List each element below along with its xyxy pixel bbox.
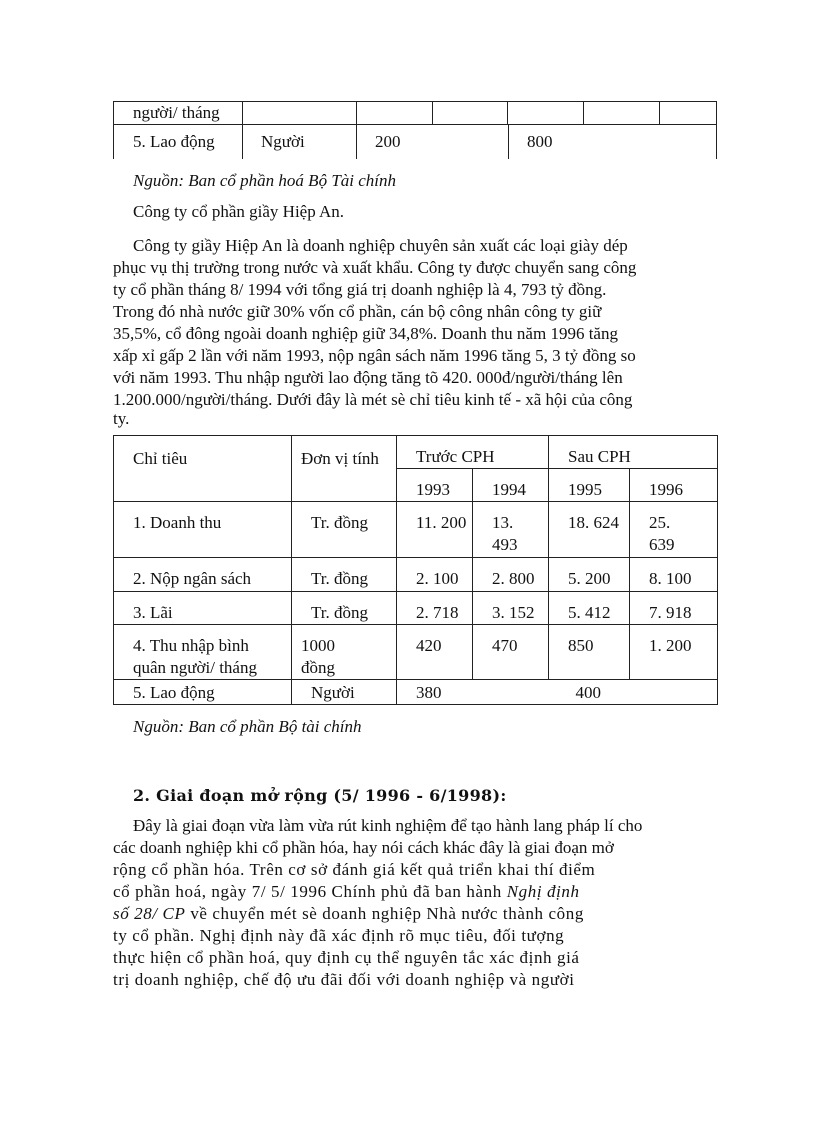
top-labor-after: 800 bbox=[527, 132, 553, 151]
para1-line: 1.200.000/người/tháng. Dưới đây là mét sè chỉ tiêu kinh tế - xã hội của công bbox=[113, 390, 633, 409]
year-cell: 1994 bbox=[473, 469, 549, 502]
table-row: 3. Lãi Tr. đồng 2. 718 3. 152 5. 412 7. 918 bbox=[114, 592, 718, 625]
header-before: Trước CPH bbox=[397, 436, 549, 469]
table-cell: người/ tháng bbox=[114, 102, 243, 125]
table-row: 1. Doanh thu Tr. đồng 11. 200 13. 493 18. 624 25. 639 bbox=[114, 502, 718, 558]
para2-line: ty cổ phần. Nghị định này đã xác định rõ mục tiêu, đối tượng bbox=[113, 926, 565, 945]
header-unit: Đơn vị tính bbox=[292, 436, 397, 502]
para1-line: Công ty giầy Hiệp An là doanh nghiệp chuyên sản xuất các loại giày dép bbox=[133, 236, 628, 255]
para2-line: thực hiện cổ phần hoá, quy định cụ thể nguyên tắc xác định giá bbox=[113, 948, 580, 967]
table-row bbox=[114, 436, 718, 469]
paragraph-1 bbox=[113, 235, 636, 427]
year-cell: 1996 bbox=[630, 469, 718, 502]
top-labor-unit: Người bbox=[261, 132, 305, 151]
company-heading: Công ty cổ phần giầy Hiệp An. bbox=[133, 202, 345, 221]
table-cell bbox=[433, 102, 508, 125]
table-row: 4. Thu nhập bình quân người/ tháng 1000 đồng 420 470 850 1. 200 bbox=[114, 625, 718, 680]
section-heading: 2. Giai đoạn mở rộng (5/ 1996 - 6/1998): bbox=[133, 786, 507, 805]
table-row bbox=[114, 102, 717, 125]
year-cell: 1993 bbox=[397, 469, 473, 502]
para2-line: số 28/ CP về chuyển mét sè doanh nghiệp Nhà nước thành công bbox=[113, 904, 584, 923]
para1-line: ty. bbox=[113, 409, 130, 428]
para1-line: 35,5%, cổ đông ngoài doanh nghiệp giữ 34,8%. Doanh thu năm 1996 tăng bbox=[113, 324, 618, 343]
source-note-2: Nguồn: Ban cổ phần Bộ tài chính bbox=[133, 717, 362, 736]
top-labor-label: 5. Lao động bbox=[133, 132, 215, 151]
para2-line: rộng cổ phần hóa. Trên cơ sở đánh giá kết quả triển khai thí điểm bbox=[113, 860, 596, 879]
para2-line: các doanh nghiệp khi cổ phần hóa, hay nói cách khác đây là giai đoạn mở bbox=[113, 838, 614, 857]
table-cell bbox=[357, 102, 433, 125]
top-labor-before: 200 bbox=[375, 132, 401, 151]
para1-line: phục vụ thị trường trong nước và xuất khẩu. Công ty được chuyển sang công bbox=[113, 258, 637, 277]
table-cell bbox=[584, 102, 660, 125]
header-after: Sau CPH bbox=[549, 436, 718, 469]
table-cell bbox=[660, 102, 717, 125]
para1-line: ty cổ phần tháng 8/ 1994 với tổng giá trị doanh nghiệp là 4, 793 tỷ đồng. bbox=[113, 280, 607, 299]
table-row: 5. Lao động Người 380 400 bbox=[114, 680, 718, 705]
para1-line: với năm 1993. Thu nhập người lao động tăng tõ 420. 000đ/người/tháng lên bbox=[113, 368, 623, 387]
year-cell: 1995 bbox=[549, 469, 630, 502]
para2-line: trị doanh nghiệp, chế độ ưu đãi đối với doanh nghiệp và người bbox=[113, 970, 575, 989]
para1-line: xấp xỉ gấp 2 lần với năm 1993, nộp ngân sách năm 1996 tăng 5, 3 tỷ đồng so bbox=[113, 346, 636, 365]
para1-line: Trong đó nhà nước giữ 30% vốn cổ phần, cán bộ công nhân công ty giữ bbox=[113, 302, 602, 321]
source-note-1: Nguồn: Ban cổ phần hoá Bộ Tài chính bbox=[133, 171, 397, 190]
indicators-table bbox=[113, 435, 718, 705]
table-cell bbox=[243, 102, 357, 125]
table-cell bbox=[508, 102, 584, 125]
para2-line: Đây là giai đoạn vừa làm vừa rút kinh nghiệm để tạo hành lang pháp lí cho bbox=[133, 816, 643, 835]
para2-line: cổ phần hoá, ngày 7/ 5/ 1996 Chính phủ đã ban hành Nghị định bbox=[113, 882, 580, 901]
table-row: 2. Nộp ngân sách Tr. đồng 2. 100 2. 800 5. 200 8. 100 bbox=[114, 558, 718, 592]
paragraph-2 bbox=[113, 815, 642, 991]
header-indicator: Chỉ tiêu bbox=[114, 436, 292, 502]
top-table bbox=[113, 101, 717, 159]
